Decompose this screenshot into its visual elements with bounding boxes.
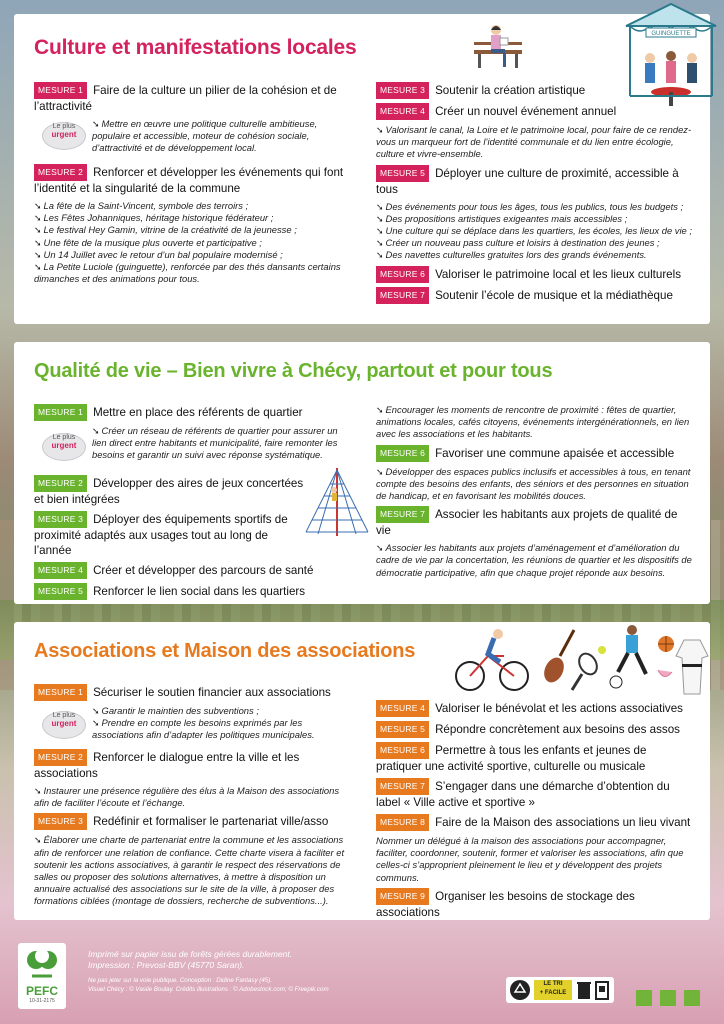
footer-line1: Imprimé sur papier issu de forêts gérées durablement. <box>88 949 293 959</box>
tri-line1: LE TRI <box>543 981 563 987</box>
mesure-title: Mettre en place des référents de quartier <box>93 406 303 419</box>
qualite-left-column <box>34 404 352 604</box>
bullet: ➘ Garantir le maintien des subventions ; <box>92 705 352 717</box>
bullet: ➘ La Petite Luciole (guinguette), renforcée par des thés dansants certains dimanches et des animations pour tous. <box>34 261 352 285</box>
tri-logo <box>506 977 614 1003</box>
mesure-title: Renforcer et développer les événements qui font l’identité et la singularité de la commune <box>34 166 344 195</box>
associations-right-column <box>376 700 694 924</box>
urgent-line2: urgent <box>51 130 77 139</box>
pack-icon <box>594 980 610 1000</box>
bullet: ➘ Une culture qui se déplace dans les quartiers, les écoles, les lieux de vie ; <box>376 225 694 237</box>
section-title-qualite: Qualité de vie – Bien vivre à Chécy, partout et pour tous <box>34 360 553 382</box>
recycle-icon <box>509 979 531 1001</box>
footer-line3: Ne pas jeter sur la voie publique. Conception : Didine Fantasy (45). <box>88 977 273 984</box>
bullet: ➘ Des propositions artistiques exigeantes mais accessibles ; <box>376 213 694 225</box>
mesure-5 <box>376 721 694 738</box>
bullet: ➘ Les Fêtes Johanniques, héritage historique fédérateur ; <box>34 212 352 224</box>
urgent-badge <box>42 122 86 150</box>
mesure-title: Créer et développer des parcours de santé <box>93 564 314 577</box>
mesure-title: Développer des aires de jeux concertées et bien intégrées <box>34 477 304 506</box>
mesure-tag: MESURE 3 <box>376 82 429 99</box>
mesure-title: Faire de la Maison des associations un lieu vivant <box>435 816 691 829</box>
decor-square-2 <box>660 990 676 1006</box>
mesure-tag: MESURE 6 <box>376 266 429 283</box>
mesure-title: Soutenir la création artistique <box>435 84 586 97</box>
culture-right-column <box>376 82 694 308</box>
urgent-line1: Le plus <box>52 712 76 719</box>
qualite-right-column <box>376 404 694 583</box>
mesure-title: Déployer des équipements sportifs de proximité adaptés aux usages tout au long de l’année <box>34 513 288 557</box>
mesure-title: Renforcer le lien social dans les quartiers <box>93 585 306 598</box>
mesure-tag: MESURE 1 <box>34 82 87 99</box>
mesure-8-text: Nommer un délégué à la maison des associations pour accompagner, faciliter, coordonner, soutenir, former et valoriser les associations, afin que celles-ci s’approprient pleinement le lieu et y développent des projets communs. <box>376 835 684 883</box>
mesure-5 <box>34 583 352 600</box>
section-title-culture: Culture et manifestations locales <box>34 36 357 59</box>
footer <box>0 935 724 1024</box>
mesure-title: Associer les habitants aux projets de qualité de vie <box>376 508 678 538</box>
mesure-8 <box>376 814 694 831</box>
mesure-title: Déployer une culture de proximité, accessible à tous <box>376 166 679 196</box>
mesure-tag: MESURE 6 <box>376 742 429 759</box>
associations-left-column <box>34 684 352 912</box>
mesure-tag: MESURE 5 <box>34 583 87 600</box>
mesure-5 <box>376 165 694 197</box>
mesure-9 <box>376 888 694 920</box>
mesure-6 <box>376 445 694 462</box>
mesure-title: Valoriser le bénévolat et les actions associatives <box>435 702 683 715</box>
mesure-2-list <box>34 200 352 285</box>
culture-left-column <box>34 82 352 289</box>
mesure-tag: MESURE 2 <box>34 475 87 492</box>
decor-square-1 <box>636 990 652 1006</box>
mesure-1 <box>34 82 352 114</box>
sports-culture-illustration <box>454 620 710 698</box>
mesure-3 <box>34 511 306 558</box>
mesure-2 <box>34 475 306 507</box>
panel-qualite-de-vie <box>14 342 710 604</box>
mesure-title: Répondre concrètement aux besoins des assos <box>435 723 680 736</box>
mesure-4 <box>34 562 352 579</box>
panel-associations <box>14 622 710 920</box>
mesure-tag: MESURE 7 <box>376 287 429 304</box>
mesure-tag: MESURE 7 <box>376 778 429 795</box>
mesure-tag: MESURE 5 <box>376 165 429 182</box>
pefc-tree-icon <box>22 946 62 980</box>
tri-line2: + FACILE <box>539 990 567 996</box>
mesure-tag: MESURE 2 <box>34 749 87 766</box>
mesure-title: Renforcer le dialogue entre la ville et les associations <box>34 751 300 780</box>
mesure-tag: MESURE 4 <box>376 700 429 717</box>
bullet: ➘ Encourager les moments de rencontre de proximité : fêtes de quartier, animations locales, cafés citoyens, événements intergénérationnels, en lien avec les associations et les habitants. <box>376 404 694 441</box>
mesure-2 <box>34 749 352 781</box>
mesure-title: S’engager dans une démarche d’obtention du label « Ville active et sportive » <box>376 780 670 809</box>
mesure-title: Favoriser une commune apaisée et accessible <box>435 446 675 460</box>
mesure-tag: MESURE 7 <box>376 506 429 523</box>
mesure-1 <box>34 684 352 701</box>
section-title-associations: Associations et Maison des associations <box>34 640 416 662</box>
mesure-title: Permettre à tous les enfants et jeunes de pratiquer une activité sportive, culturelle ou musicale <box>376 744 647 773</box>
mesure-tag: MESURE 8 <box>376 814 429 831</box>
mesure-2 <box>34 164 352 196</box>
bullet: ➘ Mettre en œuvre une politique culturelle ambitieuse, populaire et accessible, moteur de cohésion sociale, d’attractivité et de développement local. <box>92 118 352 155</box>
mesure-title: Redéfinir et formaliser le partenariat ville/asso <box>93 815 329 829</box>
bullet: ➘ Prendre en compte les besoins exprimés par les associations afin d’adapter les politiques municipales. <box>92 717 352 741</box>
mesure-title: Sécuriser le soutien financier aux associations <box>93 686 331 699</box>
bullet: ➘ Élaborer une charte de partenariat entre la commune et les associations afin de renforcer une relation de confiance. Cette charte visera à faciliter et soutenir les actions associatives, à garantir le respect des réservations de salles ou proposer des solutions alternatives, à mettre à disposition un annuaire actualisé des associations sur le site de la ville, à proposer des formations ciblées (montage de dossiers, recherche de subventions...). <box>34 834 352 907</box>
bullet: ➘ Créer un nouveau pass culture et loisirs à destination des jeunes ; <box>376 237 694 249</box>
mesure-tag: MESURE 2 <box>34 164 87 181</box>
bullet: ➘ Un 14 Juillet avec le retour d’un bal populaire modernisé ; <box>34 249 352 261</box>
mesure-1 <box>34 404 352 421</box>
mesure-3 <box>34 813 352 830</box>
bullet: ➘ Développer des espaces publics inclusifs et accessibles à tous, en tenant compte des besoins des enfants, des séniors et des personnes en situation de handicap, et en favorisant les mobilités douces. <box>376 466 694 503</box>
guinguette-sign: GUINGUETTE <box>651 31 691 37</box>
mesure-tag: MESURE 4 <box>376 103 429 120</box>
pefc-logo <box>18 943 66 1009</box>
mesure-title: Organiser les besoins de stockage des associations <box>376 889 635 919</box>
mesure-title: Valoriser le patrimoine local et les lieux culturels <box>435 267 681 281</box>
mesure-tag: MESURE 1 <box>34 404 87 421</box>
decor-square-3 <box>684 990 700 1006</box>
bullet: ➘ La fête de la Saint-Vincent, symbole des terroirs ; <box>34 200 352 212</box>
mesure-tag: MESURE 3 <box>34 813 87 830</box>
bullet: ➘ Associer les habitants aux projets d’aménagement et d’amélioration du cadre de vie par la concertation, les réunions de quartier et les dispositifs de démocratie participative, afin que chaque projet réponde aux besoins. <box>376 542 694 579</box>
footer-line2: Impression : Prevost-BBV (45770 Saran). <box>88 960 245 970</box>
mesure-tag: MESURE 4 <box>34 562 87 579</box>
bullet: ➘ Créer un réseau de référents de quartier pour assurer un lien direct entre habitants et municipalité, faire remonter les besoins et garantir un suivi avec réponse systématique. <box>92 425 352 462</box>
urgent-line1: Le plus <box>52 123 76 130</box>
mesure-title: Faire de la culture un pilier de la cohésion et de l’attractivité <box>34 84 337 113</box>
mesure-tag: MESURE 3 <box>34 511 87 528</box>
mesure-4 <box>376 103 694 120</box>
panel-culture <box>14 14 710 324</box>
bullet: ➘ Instaurer une présence régulière des élus à la Maison des associations afin de faciliter l’écoute et l’échange. <box>34 785 352 809</box>
mesure-7 <box>376 506 694 538</box>
urgent-line2: urgent <box>51 719 77 728</box>
tri-badge <box>534 980 572 1000</box>
mesure-4 <box>376 700 694 717</box>
mesure-title: Soutenir l’école de musique et la médiathèque <box>435 288 673 302</box>
footer-line4: Visuel Chécy : © Vasile Boulay. Crédits illustrations : © Adobestock.com; © Freepik.com <box>88 986 329 993</box>
mesure-3 <box>376 82 694 99</box>
urgent-line1: Le plus <box>52 434 76 441</box>
mesure-tag: MESURE 1 <box>34 684 87 701</box>
pefc-code: 10-31-2175 <box>29 998 55 1004</box>
mesure-tag: MESURE 9 <box>376 888 429 905</box>
mesure-7 <box>376 287 694 304</box>
bullet: ➘ Le festival Hey Gamin, vitrine de la créativité de la jeunesse ; <box>34 224 352 236</box>
bench-reader-illustration <box>470 24 526 74</box>
mesure-6 <box>376 742 694 774</box>
bullet: ➘ Valorisant le canal, la Loire et le patrimoine local, pour faire de ce rendez-vous un marqueur fort de l’identité communale et du lien entre écologie, culture et vivre-ensemble. <box>376 124 694 161</box>
bin-icon <box>576 980 592 1000</box>
bullet: ➘ Des navettes culturelles gratuites lors des grands événements. <box>376 249 694 261</box>
mesure-6 <box>376 266 694 283</box>
urgent-badge <box>42 711 86 739</box>
mesure-tag: MESURE 5 <box>376 721 429 738</box>
mesure-7 <box>376 778 694 810</box>
mesure-tag: MESURE 6 <box>376 445 429 462</box>
urgent-line2: urgent <box>51 441 77 450</box>
bullet: ➘ Des événements pour tous les âges, tous les publics, tous les budgets ; <box>376 201 694 213</box>
pefc-label: PEFC <box>25 984 58 998</box>
mesure-title: Créer un nouvel événement annuel <box>435 105 617 118</box>
mesure-5-list <box>376 201 694 262</box>
urgent-badge <box>42 433 86 461</box>
bullet: ➘ Une fête de la musique plus ouverte et participative ; <box>34 237 352 249</box>
